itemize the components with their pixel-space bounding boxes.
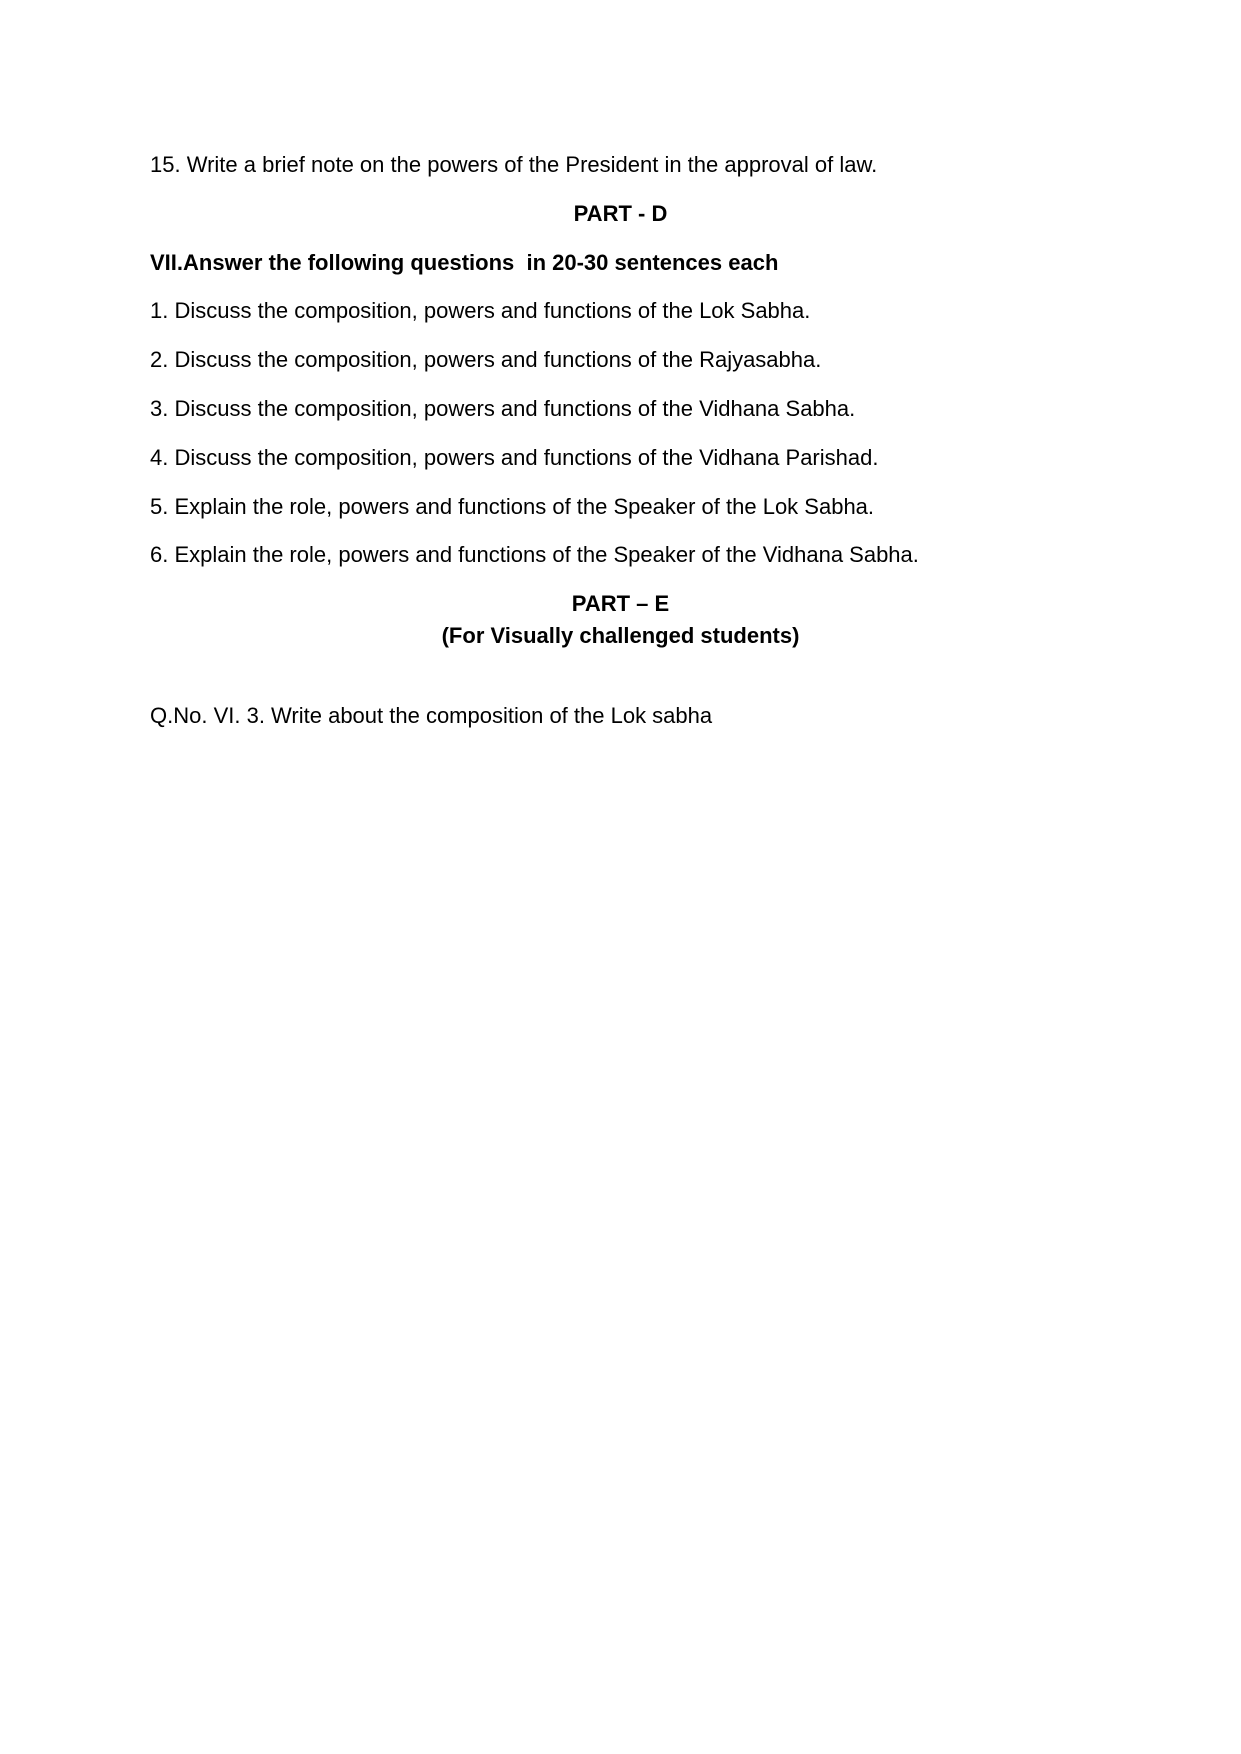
part-d-question-4: 4. Discuss the composition, powers and functions of the Vidhana Parishad. [150,445,879,470]
question-15: 15. Write a brief note on the powers of the President in the approval of law. [150,152,878,177]
part-e-subtitle: (For Visually challenged students) [441,623,800,648]
part-d-question-1: 1. Discuss the composition, powers and functions of the Lok Sabha. [150,298,811,323]
part-d-question-2: 2. Discuss the composition, powers and functions of the Rajyasabha. [150,347,822,372]
part-d-question-3: 3. Discuss the composition, powers and functions of the Vidhana Sabha. [150,396,856,421]
part-d-instruction: VII.Answer the following questions in 20-30 sentences each [150,250,779,275]
part-d-heading: PART - D [573,201,668,226]
part-d-question-6: 6. Explain the role, powers and functions of the Speaker of the Vidhana Sabha. [150,542,919,567]
part-e-heading: PART – E [571,591,670,616]
part-e-question: Q.No. VI. 3. Write about the composition of the Lok sabha [150,703,713,728]
part-d-question-5: 5. Explain the role, powers and functions of the Speaker of the Lok Sabha. [150,494,875,519]
